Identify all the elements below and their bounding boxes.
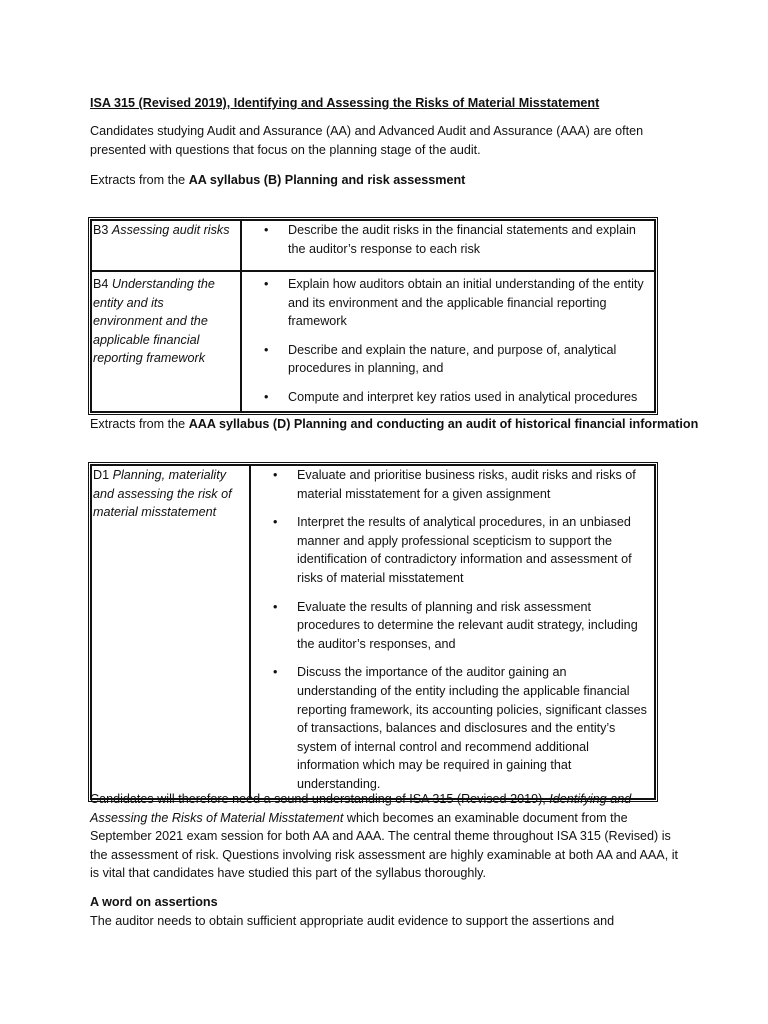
list-item xyxy=(251,466,654,503)
syllabus-code: B4 xyxy=(93,277,109,291)
bullet-text: Evaluate and prioritise business risks, audit risks and risks of material misstatement for a given assignment xyxy=(297,468,636,501)
syllabus-cell-b3 xyxy=(92,221,242,272)
table-row xyxy=(92,272,654,411)
list-item xyxy=(251,663,654,793)
closing-paragraph xyxy=(90,790,686,883)
aa-extract-heading xyxy=(90,171,680,190)
table-row xyxy=(92,221,654,272)
list-item xyxy=(251,513,654,587)
syllabus-label: Understanding the entity and its environment and the applicable financial reporting framework xyxy=(93,277,215,366)
bullet-icon: • xyxy=(273,665,278,680)
list-item xyxy=(242,388,654,407)
bullet-text: Describe the audit risks in the financial statements and explain the auditor’s response to each risk xyxy=(288,223,636,256)
syllabus-code: B3 xyxy=(93,223,109,237)
list-item xyxy=(242,221,654,258)
syllabus-bullets-b3 xyxy=(242,221,654,272)
section-heading: A word on assertions xyxy=(90,895,218,909)
list-item xyxy=(242,275,654,331)
closing-text-2: which becomes an examinable document from the September 2021 exam session for both AA and AAA. The central theme throughout ISA 315 (Revised) is the assessment of risk. Questions involving risk assessment are highly examinable at both AA and AAA, it is vital that candidates have studied this part of the syllabus thoroughly. xyxy=(90,810,679,881)
bullet-text: Describe and explain the nature, and purpose of, analytical procedures in planning, and xyxy=(288,342,617,376)
aaa-syllabus-table xyxy=(90,464,656,800)
aa-extract-bold: AA syllabus (B) Planning and risk assessment xyxy=(188,173,466,187)
bullet-icon: • xyxy=(273,515,278,530)
bullet-icon: • xyxy=(264,389,269,404)
syllabus-code: D1 xyxy=(93,468,110,482)
aaa-extract-prefix: Extracts from the xyxy=(90,417,189,431)
closing-italic: Identifying and Assessing the Risks of Material Misstatement xyxy=(90,792,632,825)
syllabus-cell-b4 xyxy=(92,272,242,411)
table-row xyxy=(92,466,654,798)
bullet-text: Explain how auditors obtain an initial understanding of the entity and its environment and the applicable financial reporting framework xyxy=(288,277,644,329)
syllabus-bullets-d1 xyxy=(251,466,654,798)
syllabus-bullets-b4 xyxy=(242,272,654,411)
bullet-text: Evaluate the results of planning and risk assessment procedures to determine the relevant audit strategy, including the auditor’s responses, and xyxy=(297,599,638,651)
bullet-text: Compute and interpret key ratios used in analytical procedures xyxy=(288,389,638,404)
assertions-paragraph: The auditor needs to obtain sufficient appropriate audit evidence to support the assertions and xyxy=(90,914,615,928)
syllabus-cell-d1 xyxy=(92,466,251,798)
intro-paragraph: Candidates studying Audit and Assurance (AA) and Advanced Audit and Assurance (AAA) are often presented with questions that focus on the planning stage of the audit. xyxy=(90,124,644,157)
document-title: ISA 315 (Revised 2019), Identifying and Assessing the Risks of Material Misstatement xyxy=(90,96,600,110)
bullet-icon: • xyxy=(264,223,269,237)
aa-extract-prefix: Extracts from the xyxy=(90,173,189,187)
bullet-icon: • xyxy=(264,277,269,291)
closing-text-1: Candidates will therefore need a sound understanding of ISA 315 (Revised 2019), xyxy=(90,792,550,806)
aaa-extract-bold: AAA syllabus (D) Planning and conducting an audit of historical financial information xyxy=(188,417,699,431)
bullet-text: Interpret the results of analytical procedures, in an unbiased manner and apply professional scepticism to support the identification of contradictory information and assessment of risks of material misstatement xyxy=(297,515,632,585)
syllabus-label: Planning, materiality and assessing the risk of material misstatement xyxy=(93,468,232,520)
aaa-extract-heading xyxy=(90,415,699,434)
aa-syllabus-table xyxy=(90,219,656,413)
bullet-text: Discuss the importance of the auditor gaining an understanding of the entity including the applicable financial reporting framework, its accounting policies, significant classes of transactions, balances and disclosures and the entity’s system of internal control and recommend additional information which may be required in gaining that understanding. xyxy=(297,665,647,791)
bullet-icon: • xyxy=(273,599,278,614)
list-item xyxy=(242,341,654,378)
syllabus-label: Assessing audit risks xyxy=(111,223,230,237)
bullet-icon: • xyxy=(273,468,278,482)
bullet-icon: • xyxy=(264,342,269,357)
list-item xyxy=(251,598,654,654)
